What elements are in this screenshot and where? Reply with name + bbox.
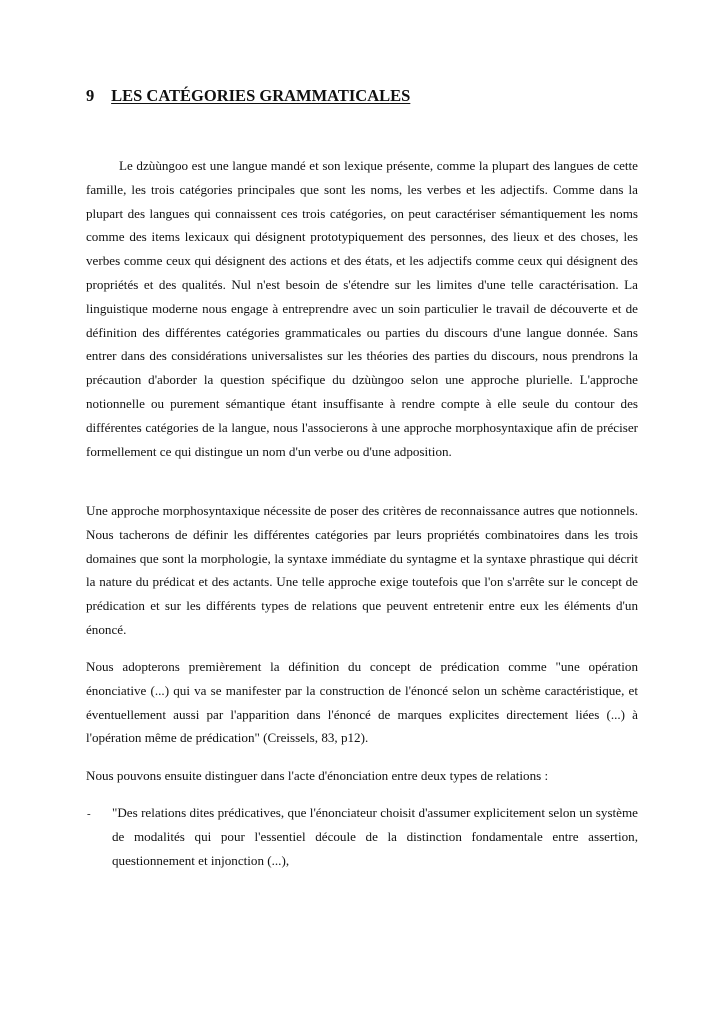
paragraph-predication: Nous adopterons premièrement la définition du concept de prédication comme "une opération énonciative (...) qui va se manifester par la construction de l'énoncé selon un schème caractéristique, et éventuellement aussi par l'apparition dans l'énoncé de marques explicites directement liées (...) à l'opération même de prédication" (Creissels, 83, p12). (86, 659, 638, 746)
bullet-list-item (86, 801, 638, 872)
section-heading (86, 86, 410, 106)
paragraph-intro: Le dzùùngoo est une langue mandé et son lexique présente, comme la plupart des langues de cette famille, les trois catégories principales que sont les noms, les verbes et les adjectifs. Comme dans la plupart des langues qui connaissent ces trois catégories, on peut caractériser sémantiquement les noms comme des items lexicaux qui désignent prototypiquement des personnes, des lieux et des choses, les verbes comme ceux qui désignent des actions et des états, et les adjectifs comme ceux qui désignent des propriétés et des qualités. Nul n'est besoin de s'étendre sur les limites d'une telle caractérisation. La linguistique moderne nous engage à entreprendre avec un soin particulier le travail de découverte et de définition des différentes catégories grammaticales ou parties du discours d'une langue donnée. Sans entrer dans des considérations universalistes sur les théories des parties du discours, nous prendrons la précaution d'aborder la question spécifique du dzùùngoo selon une approche plurielle. L'approche notionnelle ou purement sémantique étant insuffisante à rendre compte à elle seule du contour des différentes catégories de la langue, nous l'associerons à une approche morphosyntaxique afin de préciser formellement ce qui distingue un nom d'un verbe ou d'une adposition. (86, 158, 638, 459)
bullet-text: "Des relations dites prédicatives, que l'énonciateur choisit d'assumer explicitement selon un système de modalités qui pour l'essentiel découle de la distinction fondamentale entre assertion, questionnement et injonction (...), (112, 805, 638, 868)
bullet-marker: - (87, 808, 91, 820)
paragraph-morphosyntax: Une approche morphosyntaxique nécessite de poser des critères de reconnaissance autres que notionnels. Nous tacherons de définir les différentes catégories par leurs propriétés combinatoires dans les trois domaines que sont la morphologie, la syntaxe immédiate du syntagme et la syntaxe phrastique qui décrit la nature du prédicat et des actants. Une telle approche exige toutefois que l'on s'arrête sur le concept de prédication et sur les différents types de relations que peuvent entretenir entre eux les éléments d'un énoncé. (86, 503, 638, 637)
section-title: LES CATÉGORIES GRAMMATICALES (111, 86, 411, 105)
paragraph-relations-intro: Nous pouvons ensuite distinguer dans l'acte d'énonciation entre deux types de relations : (86, 768, 549, 783)
section-number: 9 (86, 86, 95, 105)
